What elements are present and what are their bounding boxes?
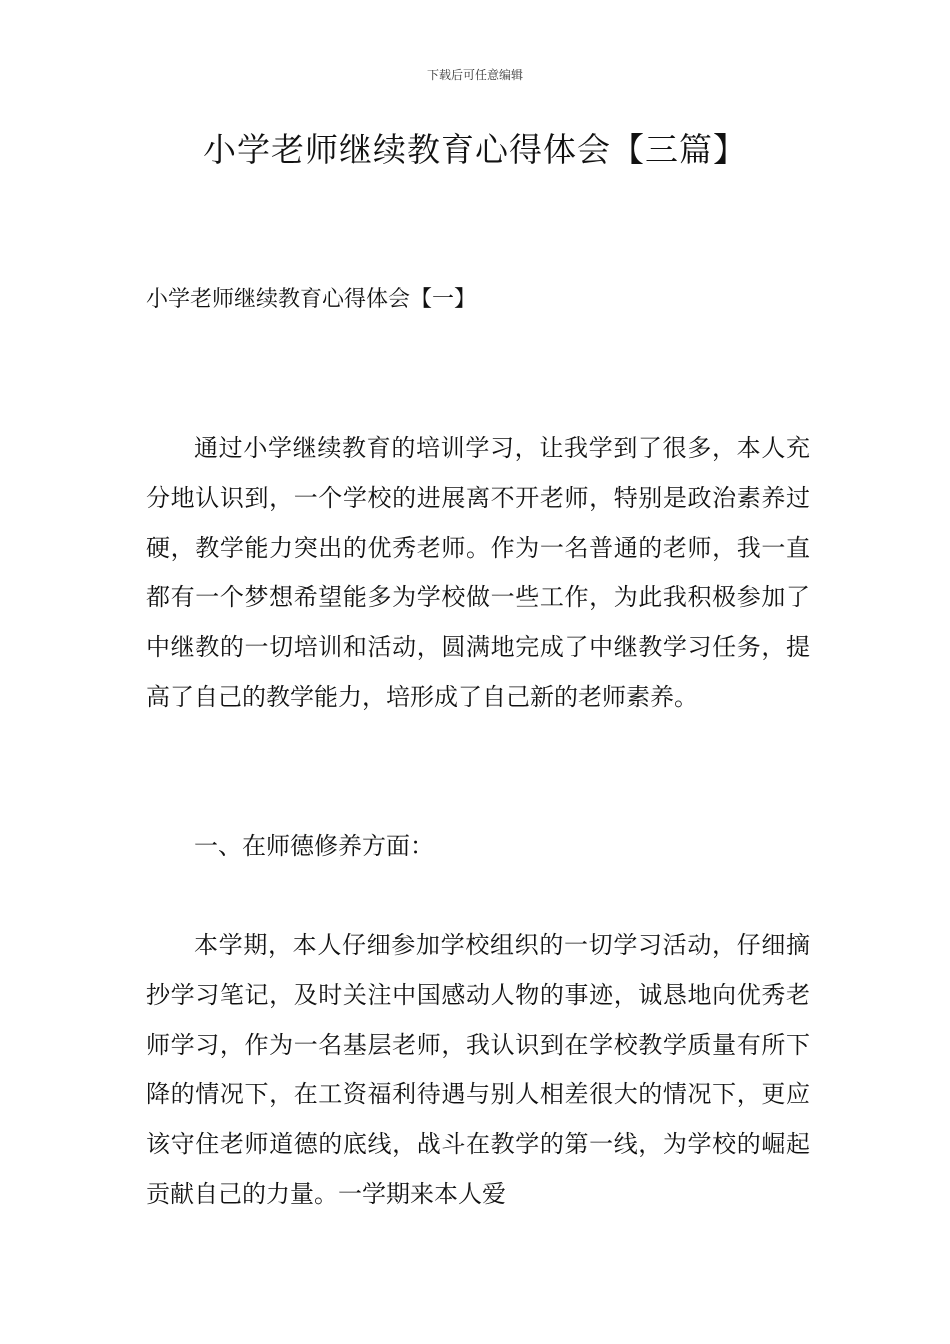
section-title: 小学老师继续教育心得体会【一】 <box>146 287 477 312</box>
header-note: 下载后可任意编辑 <box>426 68 523 82</box>
paragraph: 本学期，本人仔细参加学校组织的一切学习活动，仔细摘抄学习笔记，及时关注中国感动人物的事迹，诚恳地向优秀老师学习，作为一名基层老师，我认识到在学校教学质量有所下降的情况下，在工资福利待遇与别人相差很大的情况下，更应该守住老师道德的底线，战斗在教学的第一线，为学校的崛起贡献自己的力量。一学期来本人爱 <box>146 931 810 1208</box>
subheading-paragraph: 一、在师德修养方面： <box>194 832 434 860</box>
paragraph: 通过小学继续教育的培训学习，让我学到了很多，本人充分地认识到，一个学校的进展离不开老师，特别是政治素养过硬，教学能力突出的优秀老师。作为一名普通的老师，我一直都有一个梦想希望能多为学校做一些工作，为此我积极参加了中继教的一切培训和活动，圆满地完成了中继教学习任务，提高了自己的教学能力，培形成了自己新的老师素养。 <box>146 434 810 711</box>
document-title: 小学老师继续教育心得体会【三篇】 <box>203 130 747 169</box>
